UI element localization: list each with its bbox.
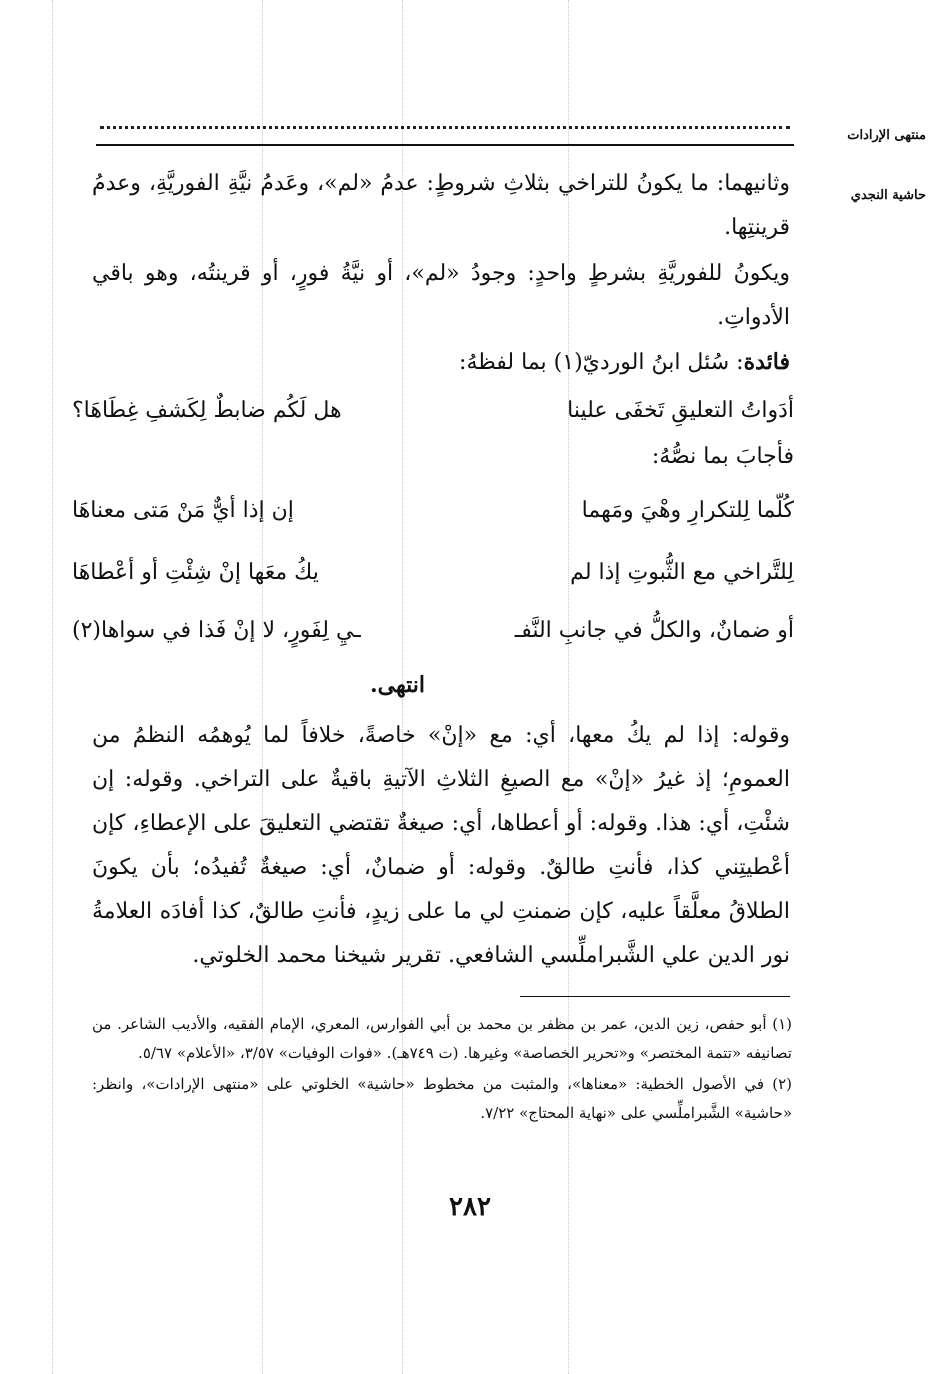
footnotes <box>92 1010 792 1130</box>
verse-line <box>72 618 794 662</box>
paragraph-3: وقوله: إذا لم يكُ معها، أي: مع «إنْ» خاصةً، خلافاً لما يُوهمُه النظمُ من العمومِ؛ إذ غيرُ «إنْ» مع الصيغِ الثلاثِ الآتيةِ باقيةٌ على التراخي. وقوله: إن شئْتِ، أي: هذا. وقوله: أو أعطاها، أي: صيغةٌ تقتضي التعليقَ على الإعطاءِ، كإن أعْطيتِني كذا، فأنتِ طالقٌ. وقوله: أو ضمانٌ، أي: صيغةٌ تُفيدُه؛ بأن يكونَ الطلاقُ معلَّقاً عليه، كإن ضمنتِ لي ما على زيدٍ، فأنتِ طالقٌ، كذا أفادَه العلامةُ نور الدين علي الشَّبراملِّسي الشافعي. تقرير شيخنا محمد الخلوتي. <box>92 723 790 968</box>
paragraph-2: ويكونُ للفوريَّةِ بشرطٍ واحدٍ: وجودُ «لم»، أو نيَّةُ فورٍ، أو قرينتُه، وهو باقي الأدواتِ. <box>92 261 790 330</box>
footnote-1: (١) أبو حفص، زين الدين، عمر بن مظفر بن محمد بن أبي الفوارس، المعري، الإمام الفقيه، والأديب الشاعر. من تصانيفه «تتمة المختصر» و«تحرير الخصاصة» وغيرها. (ت ٧٤٩هـ). «فوات الوفيات» ٣/٥٧، «الأعلام» ٥/٦٧. <box>92 1015 792 1062</box>
verse-first-hemistich: لِلتَّراخي مع الثُّبوتِ إذا لم <box>570 560 794 585</box>
verse-first-hemistich: أو ضمانٌ، والكلُّ في جانبِ النَّفـ <box>514 618 794 643</box>
header-dotted-rule <box>100 126 790 129</box>
verse-first-hemistich: أدَواتُ التعليقِ تَخفَى علينا <box>567 398 794 423</box>
verse-first-hemistich: كُلّما لِلتكرارِ وهْيَ ومَهما <box>581 498 794 523</box>
verse-line <box>72 498 794 542</box>
note-label: فائدة <box>743 349 790 375</box>
verse-line <box>72 398 794 442</box>
verse-line <box>72 560 794 604</box>
verse-second-hemistich: هل لَكُم ضابطٌ لِكَشفِ غِطَاهَا؟ <box>72 398 342 423</box>
scan-line <box>52 0 53 1374</box>
footnote-2: (٢) في الأصول الخطية: «معناها»، والمثبت من مخطوط «حاشية» الخلوتي على «منتهى الإرادات»، وانظر: «حاشية» الشَّبراملِّسي على «نهاية المحتاج» ٧/٢٢. <box>92 1075 792 1122</box>
end-word: انتهى. <box>370 672 426 698</box>
verse-second-hemistich: ـيِ لِفَورٍ، لا إنْ فَذا في سواها(٢) <box>72 618 361 643</box>
verse-second-hemistich: إن إذا أيٌّ مَنْ مَتى معناهَا <box>72 498 294 523</box>
running-head-commentary: حاشية النجدي <box>850 188 926 203</box>
running-head-book: منتهى الإرادات <box>847 128 926 143</box>
paragraph-1: وثانيهما: ما يكونُ للتراخي بثلاثِ شروطٍ: عدمُ «لم»، وعَدمُ نيَّةِ الفوريَّةِ، وعدمُ قرينتِها. <box>92 171 790 240</box>
footnote-separator <box>520 996 790 997</box>
note-text: : سُئل ابنُ الورديّ(١) بما لفظهُ: <box>459 350 744 375</box>
answer-line: فأجابَ بما نصُّهُ: <box>651 444 794 469</box>
note-line <box>92 340 790 385</box>
verse-second-hemistich: يكُ معَها إنْ شِئْتِ أو أعْطاهَا <box>72 560 319 585</box>
page-number: ٢٨٢ <box>449 1192 491 1222</box>
header-rule <box>96 144 794 146</box>
